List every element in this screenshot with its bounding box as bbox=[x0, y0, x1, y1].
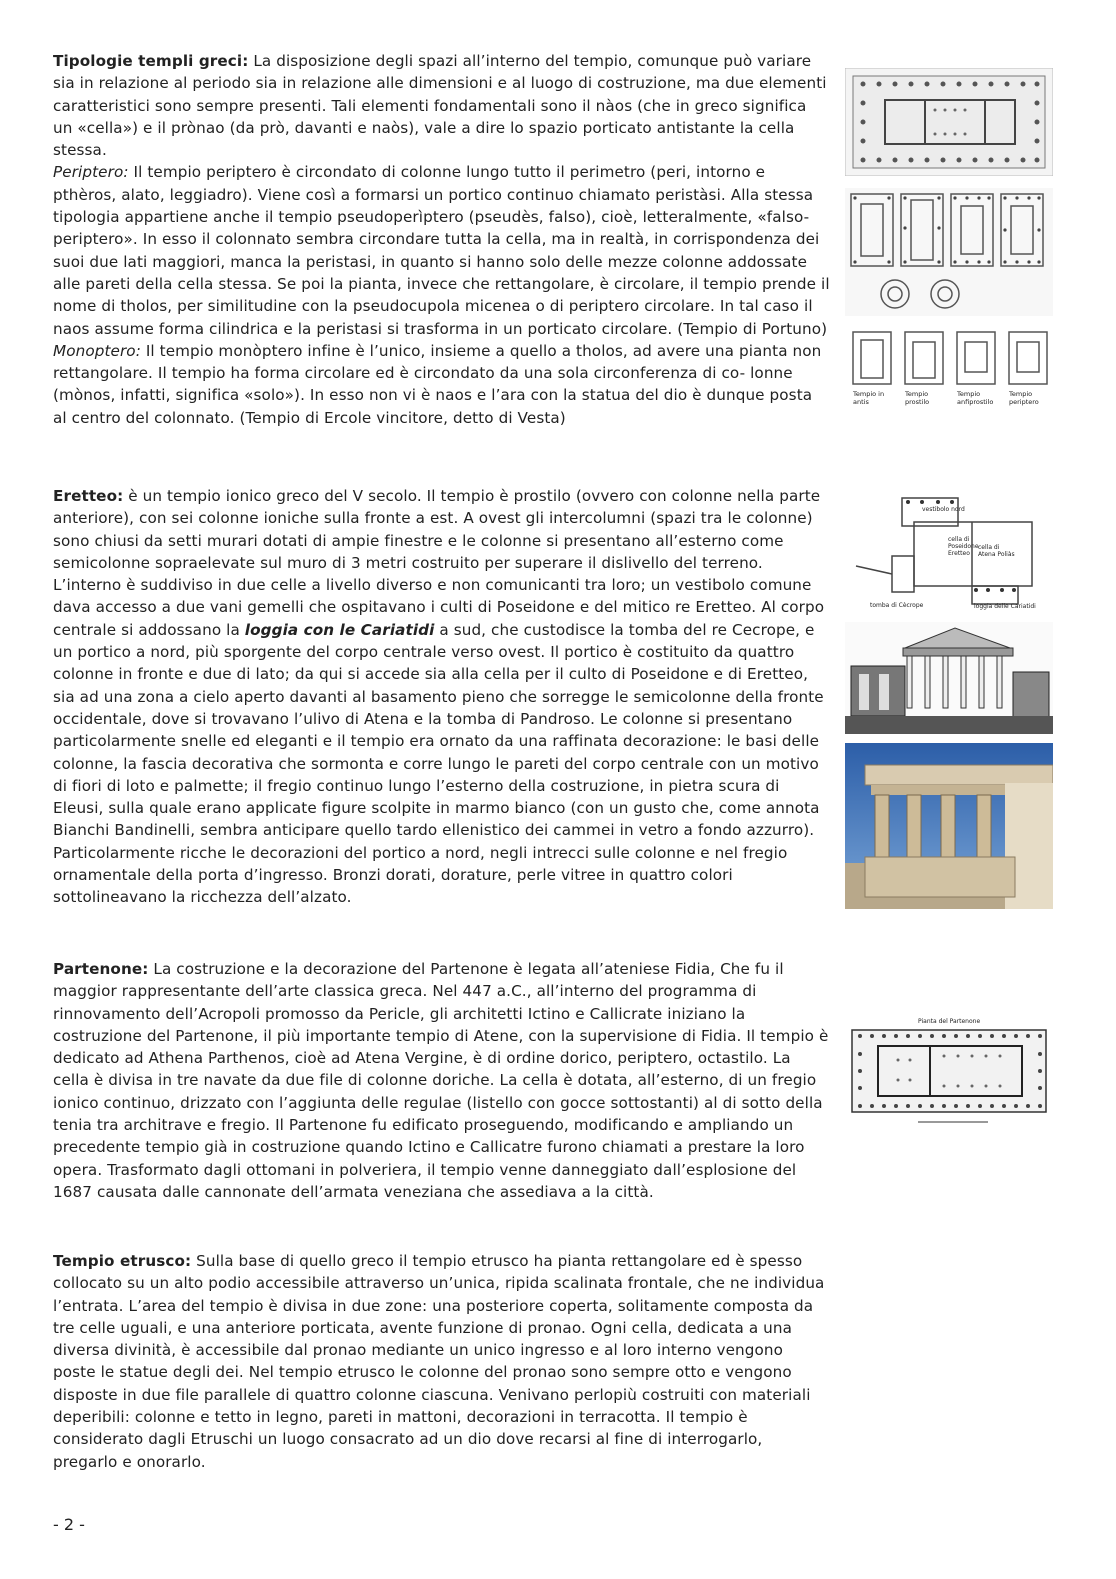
monoptero-paragraph bbox=[53, 340, 830, 429]
periptero-paragraph bbox=[53, 161, 830, 339]
cariatidi-photo-figure bbox=[845, 743, 1053, 909]
label-prostilo: Tempio prostilo bbox=[905, 390, 930, 406]
temple-types-figure bbox=[845, 188, 1053, 316]
partenone-plan-figure bbox=[848, 1018, 1050, 1130]
section-tipologie bbox=[53, 50, 830, 429]
label-anfiprostilo: Tempio anfiprostilo bbox=[957, 390, 994, 406]
etrusco-paragraph bbox=[53, 1250, 830, 1473]
partenone-plan-drawing bbox=[848, 1018, 1050, 1130]
eretteo-engraving-drawing bbox=[845, 622, 1053, 734]
etrusco-text: Sulla base di quello greco il tempio etrusco ha pianta rettangolare ed è spesso collocato su un alto podio accessibile attraverso un’unica, ripida scalinata frontale, che ne individua l’entrata. L’area del tempio è divisa in due zone: una posteriore coperta, solitamente composta da tre celle uguali, e una anteriore porticata, avente funzione di pronao. Ogni cella, dedicata a una diversa divinità, è accessibile dal pronao mediante un unico ingresso e al loro interno vengono poste le statue degli dei. Nel tempio etrusco le colonne del pronao sono sempre otto e vengono disposte in due file parallele di quattro colonne ciascuna. Venivano perlopiù costruiti con materiali deperibili: colonne e tetto in legno, pareti in mattoni, decorazioni in terracotta. Il tempio è considerato dagli Etruschi un luogo consacrato ad un dio dove recarsi al fine di interrogarlo, pregarlo e onorarlo. bbox=[53, 1252, 825, 1471]
periptero-plan-drawing bbox=[845, 68, 1053, 176]
cariatidi-photo-drawing bbox=[845, 743, 1053, 909]
eretteo-plan-figure bbox=[852, 490, 1037, 614]
page-number: - 2 - bbox=[53, 1515, 85, 1534]
section-etrusco bbox=[53, 1250, 830, 1473]
tipologie-title: Tipologie templi greci: bbox=[53, 52, 249, 70]
partenone-paragraph bbox=[53, 958, 830, 1203]
label-in-antis: Tempio in antis bbox=[853, 390, 885, 406]
periptero-text: Il tempio periptero è circondato di colonne lungo tutto il perimetro (peri, intorno e pthèros, alato, leggiadro). Viene così a formarsi un portico continuo chiamato peristàsi. Alla stessa tipologia appartiene anche il tempio pseudoperìptero (pseudès, falso), cioè, letteralmente, «falso-periptero». In esso il colonnato sembra circondare tutta la cella, ma in realtà, in corrispondenza dei suoi due lati maggiori, manca la peristasi, in quanto si hanno solo delle mezze colonne addossate alle pareti della cella stessa. Se poi la pianta, invece che rettangolare, è circolare, il tempio prende il nome di tholos, per similitudine con la pseudocupola micenea o di periptero circolare. In tal caso il naos assume forma cilindrica e la peristasi si trasforma in un porticato circolare. (Tempio di Portuno) bbox=[53, 163, 830, 338]
eretteo-paragraph bbox=[53, 485, 830, 909]
monoptero-label: Monoptero: bbox=[53, 341, 141, 360]
label-periptero: Tempio periptero bbox=[1009, 390, 1039, 406]
label-loggia: loggia delle Cariatidi bbox=[974, 603, 1036, 610]
label-vestibolo: vestibolo nord bbox=[922, 506, 965, 513]
eretteo-text-a: è un tempio ionico greco del V secolo. Il tempio è prostilo (ovvero con colonne nella parte anteriore), con sei colonne ioniche sulla fronte a est. A ovest gli intercolumni (spazi tra le colonne) sono chiusi da setti murari dotati di ampie finestre e le colonne si presentano all’esterno come semicolonne sopraelevate sul muro di 3 metri costruito per superare il dislivello del terreno. L’interno è suddiviso in due celle a livello diverso e non comunicanti tra loro; un vestibolo comune dava accesso a due vani gemelli che ospitavano i culti di Poseidone e del mitico re Eretteo. Al corpo centrale si addossano la bbox=[53, 487, 825, 639]
label-cella-poseidone: cella di Poseidone Eretteo bbox=[948, 536, 979, 557]
label-cella-atena: cella di Atena Poliàs bbox=[978, 544, 1015, 558]
periptero-plan-figure bbox=[845, 68, 1053, 176]
partenone-plan-title: Pianta del Partenone bbox=[918, 1018, 981, 1025]
etrusco-title: Tempio etrusco: bbox=[53, 1252, 192, 1270]
tipologie-intro: La disposizione degli spazi all’interno del tempio, comunque può variare sia in relazione al periodo sia in relazione alle dimensioni e al luogo di costruzione, ma due elementi caratteristici sono sempre presenti. Tali elementi fondamentali sono il nàos (che in greco significa un «cella») e il prònao (da prò, davanti e naòs), vale a dire lo spazio porticato antistante la cella stessa. bbox=[53, 52, 827, 160]
label-tomba: tomba di Cècrope bbox=[870, 602, 924, 609]
tipologie-intro-paragraph bbox=[53, 50, 830, 161]
eretteo-engraving-figure bbox=[845, 622, 1053, 734]
monoptero-text: Il tempio monòptero infine è l’unico, insieme a quello a tholos, ad avere una pianta non rettangolare. Il tempio ha forma circolare ed è circondato da una sola circonferenza di co- lonne (mònos, infatti, significa «solo»). In esso non vi è naos e l’ara con la statua del dio è dunque posta al centro del colonnato. (Tempio di Ercole vincitore, detto di Vesta) bbox=[53, 341, 822, 427]
partenone-title: Partenone: bbox=[53, 960, 149, 978]
eretteo-title: Eretteo: bbox=[53, 487, 124, 505]
section-eretteo bbox=[53, 485, 830, 909]
partenone-text: La costruzione e la decorazione del Partenone è legata all’ateniese Fidia, Che fu il maggior rappresentante dell’arte classica greca. Nel 447 a.C., all’interno del programma di rinnovamento dell’Acropoli promosso da Pericle, gli architetti Ictino e Callicrate iniziano la costruzione del Partenone, il più importante tempio di Atene, con la supervisione di Fidia. Il tempio è dedicato ad Athena Parthenos, cioè ad Atena Vergine, è di ordine dorico, periptero, octastilo. La cella è divisa in tre navate da due file di colonne doriche. La cella è dotata, all’esterno, di un fregio ionico continuo, drizzato con l’aggiunta delle regulae (listello con gocce sottostanti) al di sotto della tenia tra architrave e fregio. Il Partenone fu edificato proseguendo, modificando e ampliando un precedente tempio già in costruzione quando Ictino e Callicatre furono chiamati a prestare la loro opera. Trasformato dagli ottomani in polveriera, il tempio venne danneggiato dall’esplosione del 1687 causata dalle cannonate dell’armata veneziana che assediava a la città. bbox=[53, 960, 829, 1201]
small-plans-drawing bbox=[845, 326, 1053, 390]
temple-types-drawing bbox=[845, 188, 1053, 316]
periptero-label: Periptero: bbox=[53, 163, 129, 182]
small-plans-figure bbox=[845, 326, 1053, 410]
eretteo-emphasis: loggia con le Cariatidi bbox=[244, 620, 435, 639]
section-partenone bbox=[53, 958, 830, 1203]
eretteo-text-b: a sud, che custodisce la tomba del re Cecrope, e un portico a nord, più sporgente del corpo centrale verso ovest. Il portico è costituito da quattro colonne in fronte e due di lato; da qui si accede sia alla cella per il culto di Poseidone e di Eretteo, sia ad una zona a cielo aperto davanti al basamento pieno che sorregge le semicolonne della fronte occidentale, dove si trovavano l’ulivo di Atena e la tomba di Pandroso. Le colonne si presentano particolarmente snelle ed eleganti e il tempio era ornato da una raffinata decorazione: le basi delle colonne, la fascia decorativa che sormonta e corre lungo le pareti del corpo centrale con un motivo di fiori di loto e palmette; il fregio continuo lungo l’esterno della costruzione, in pietra scura di Eleusi, sulla quale erano applicate figure scolpite in marmo bianco (con un gusto che, come annota Bianchi Bandinelli, sembra anticipare quello tardo ellenistico dei cammei in vetro a fondo azzurro). Particolarmente ricche le decorazioni del portico a nord, negli intrecci sulle colonne e nel fregio ornamentale della porta d’ingresso. Bronzi dorati, dorature, perle vitree in quattro colori sottolineavano la ricchezza dell’alzato. bbox=[53, 620, 824, 907]
